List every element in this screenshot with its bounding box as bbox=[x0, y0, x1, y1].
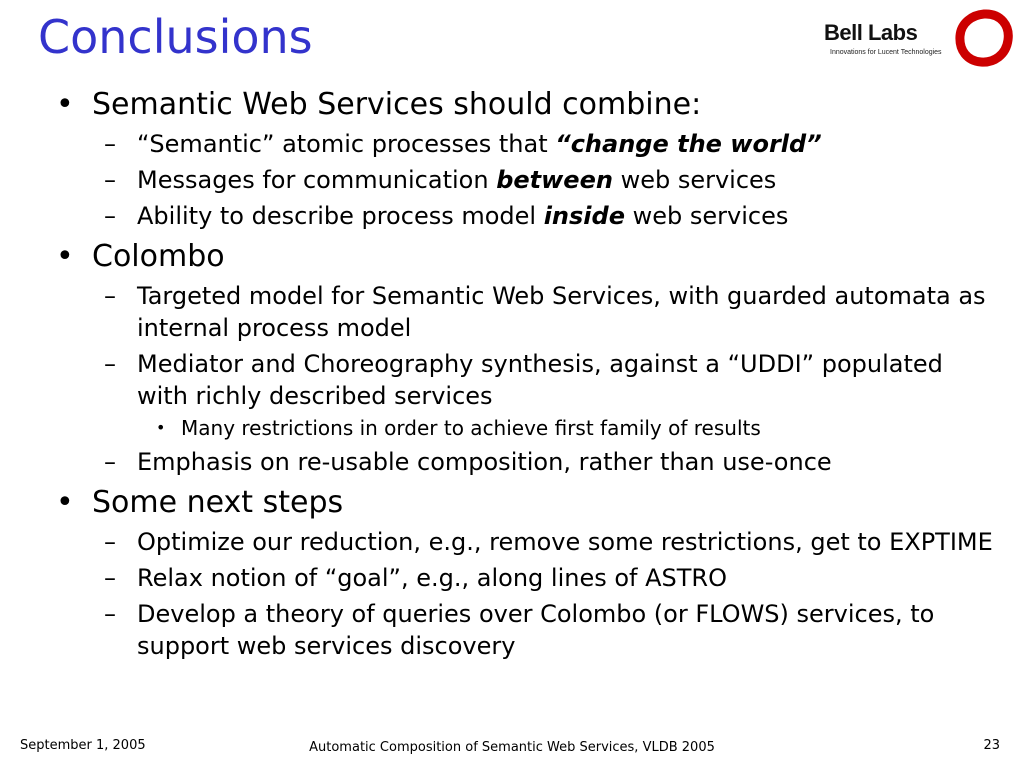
bullet-mark: • bbox=[56, 239, 74, 274]
dash-mark: – bbox=[104, 350, 116, 378]
bullet-text: Colombo bbox=[92, 239, 225, 274]
dash-mark: – bbox=[104, 528, 116, 556]
sub-text: Targeted model for Semantic Web Services, with guarded automata as internal process model bbox=[137, 282, 986, 342]
dash-mark: – bbox=[104, 130, 116, 158]
sub-bullet bbox=[56, 348, 996, 412]
sub-text: Optimize our reduction, e.g., remove some restrictions, get to EXPTIME bbox=[137, 528, 993, 556]
sub-text: Relax notion of “goal”, e.g., along lines of ASTRO bbox=[137, 564, 727, 592]
dash-mark: – bbox=[104, 166, 116, 194]
logo-name: Bell Labs bbox=[824, 20, 918, 45]
page-number: 23 bbox=[983, 738, 1000, 753]
sub-bullet bbox=[56, 164, 996, 196]
bullet-text: Some next steps bbox=[92, 485, 344, 520]
sub-bullet bbox=[56, 598, 996, 662]
bullet-mark: • bbox=[56, 87, 74, 122]
slide-content bbox=[56, 80, 996, 662]
sub-bullet bbox=[56, 526, 996, 558]
dash-mark: – bbox=[104, 600, 116, 628]
bullet-colombo bbox=[56, 238, 996, 276]
slide-title: Conclusions bbox=[38, 10, 313, 64]
sub-sub-bullet bbox=[56, 414, 996, 442]
dash-mark: – bbox=[104, 202, 116, 230]
small-bullet-mark: • bbox=[156, 418, 166, 437]
footer-title: Automatic Composition of Semantic Web Services, VLDB 2005 bbox=[309, 740, 715, 755]
sub-bullet bbox=[56, 128, 996, 160]
dash-mark: – bbox=[104, 564, 116, 592]
sub-sub-text: Many restrictions in order to achieve first family of results bbox=[181, 416, 761, 440]
sub-text: Emphasis on re-usable composition, rather than use-once bbox=[137, 448, 832, 476]
sub-emphasis: between bbox=[496, 166, 613, 194]
sub-text: “Semantic” atomic processes that bbox=[137, 130, 556, 158]
dash-mark: – bbox=[104, 282, 116, 310]
bullet-next-steps bbox=[56, 484, 996, 522]
bullet-text: Semantic Web Services should combine: bbox=[92, 87, 702, 122]
sub-bullet bbox=[56, 562, 996, 594]
sub-bullet bbox=[56, 446, 996, 478]
sub-text: Ability to describe process model bbox=[137, 202, 544, 230]
bullet-semantic-web-services bbox=[56, 86, 996, 124]
sub-text: Develop a theory of queries over Colombo (or FLOWS) services, to support web services discovery bbox=[137, 600, 935, 660]
logo-tagline: Innovations for Lucent Technologies bbox=[830, 49, 942, 56]
sub-bullet bbox=[56, 200, 996, 232]
sub-emphasis: “change the world” bbox=[555, 130, 822, 158]
sub-bullet bbox=[56, 280, 996, 344]
footer-date: September 1, 2005 bbox=[20, 738, 146, 753]
lucent-ring-icon bbox=[954, 8, 1014, 68]
sub-text: Messages for communication bbox=[137, 166, 497, 194]
bullet-mark: • bbox=[56, 485, 74, 520]
sub-emphasis: inside bbox=[543, 202, 625, 230]
bell-labs-logo bbox=[820, 8, 1020, 68]
sub-text-tail: web services bbox=[624, 202, 789, 230]
sub-text: Mediator and Choreography synthesis, against a “UDDI” populated with richly described services bbox=[137, 350, 943, 410]
sub-text-tail: web services bbox=[612, 166, 777, 194]
dash-mark: – bbox=[104, 448, 116, 476]
